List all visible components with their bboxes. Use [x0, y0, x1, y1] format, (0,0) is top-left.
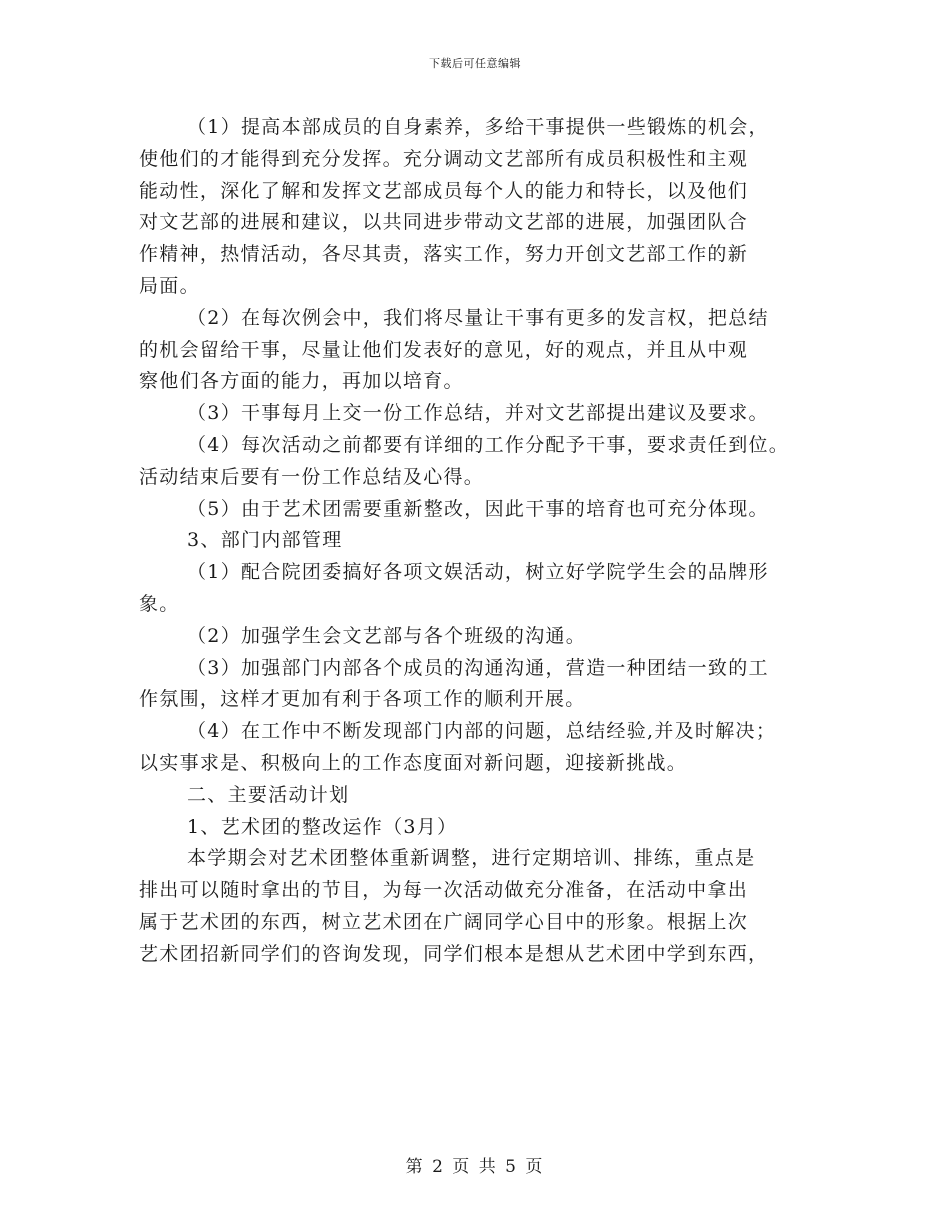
text-line: （3）干事每月上交一份工作总结，并对文艺部提出建议及要求。: [187, 402, 769, 425]
text-line: 作精神，热情活动，各尽其责，落实工作，努力开创文艺部工作的新: [139, 243, 749, 266]
text-line: 属于艺术团的东西，树立艺术团在广阔同学心目中的形象。根据上次: [139, 910, 749, 933]
text-line: （2）在每次例会中，我们将尽量让干事有更多的发言权，把总结: [187, 306, 769, 329]
text-line: （4）每次活动之前都要有详细的工作分配予干事，要求责任到位。: [187, 433, 790, 456]
text-line: （2）加强学生会文艺部与各个班级的沟通。: [187, 624, 587, 647]
text-line: 活动结束后要有一份工作总结及心得。: [139, 465, 485, 488]
text-line: （1）提高本部成员的自身素养，多给干事提供一些锻炼的机会，: [187, 116, 769, 138]
text-line: 艺术团招新同学们的咨询发现，同学们根本是想从艺术团中学到东西，: [139, 942, 769, 965]
page-header: 下载后可任意编辑: [429, 57, 521, 70]
text-line: 以实事求是、积极向上的工作态度面对新问题，迎接新挑战。: [139, 751, 688, 774]
text-line: 本学期会对艺术团整体重新调整，进行定期培训、排练，重点是: [187, 847, 756, 870]
document-body: [139, 112, 825, 971]
body-text: [139, 112, 825, 971]
text-line: 的机会留给干事，尽量让他们发表好的意见，好的观点，并且从中观: [139, 338, 749, 361]
text-line: （5）由于艺术团需要重新整改，因此干事的培育也可充分体现。: [187, 497, 769, 520]
text-line: 作氛围，这样才更加有利于各项工作的顺利开展。: [139, 688, 586, 711]
text-line: 排出可以随时拿出的节目，为每一次活动做充分准备，在活动中拿出: [139, 879, 749, 902]
text-line: 1、艺术团的整改运作（3月）: [187, 815, 458, 838]
text-line: 3、部门内部管理: [187, 529, 343, 552]
text-line: 对文艺部的进展和建议，以共同进步带动文艺部的进展，加强团队合: [139, 211, 749, 234]
text-line: 使他们的才能得到充分发挥。充分调动文艺部所有成员积极性和主观: [139, 147, 749, 170]
text-line: 二、主要活动计划: [187, 783, 350, 806]
text-line: 能动性，深化了解和发挥文艺部成员每个人的能力和特长，以及他们: [139, 179, 749, 202]
text-line: 局面。: [139, 274, 200, 297]
text-line: （1）配合院团委搞好各项文娱活动，树立好学院学生会的品牌形: [187, 561, 769, 584]
text-line: 察他们各方面的能力，再加以培育。: [139, 370, 464, 393]
text-line: 象。: [139, 592, 180, 615]
text-line: （4）在工作中不断发现部门内部的问题，总结经验,并及时解决；: [187, 720, 777, 743]
page-footer: 第 2 页 共 5 页: [405, 1157, 545, 1177]
text-line: （3）加强部门内部各个成员的沟通沟通，营造一种团结一致的工: [187, 656, 769, 679]
